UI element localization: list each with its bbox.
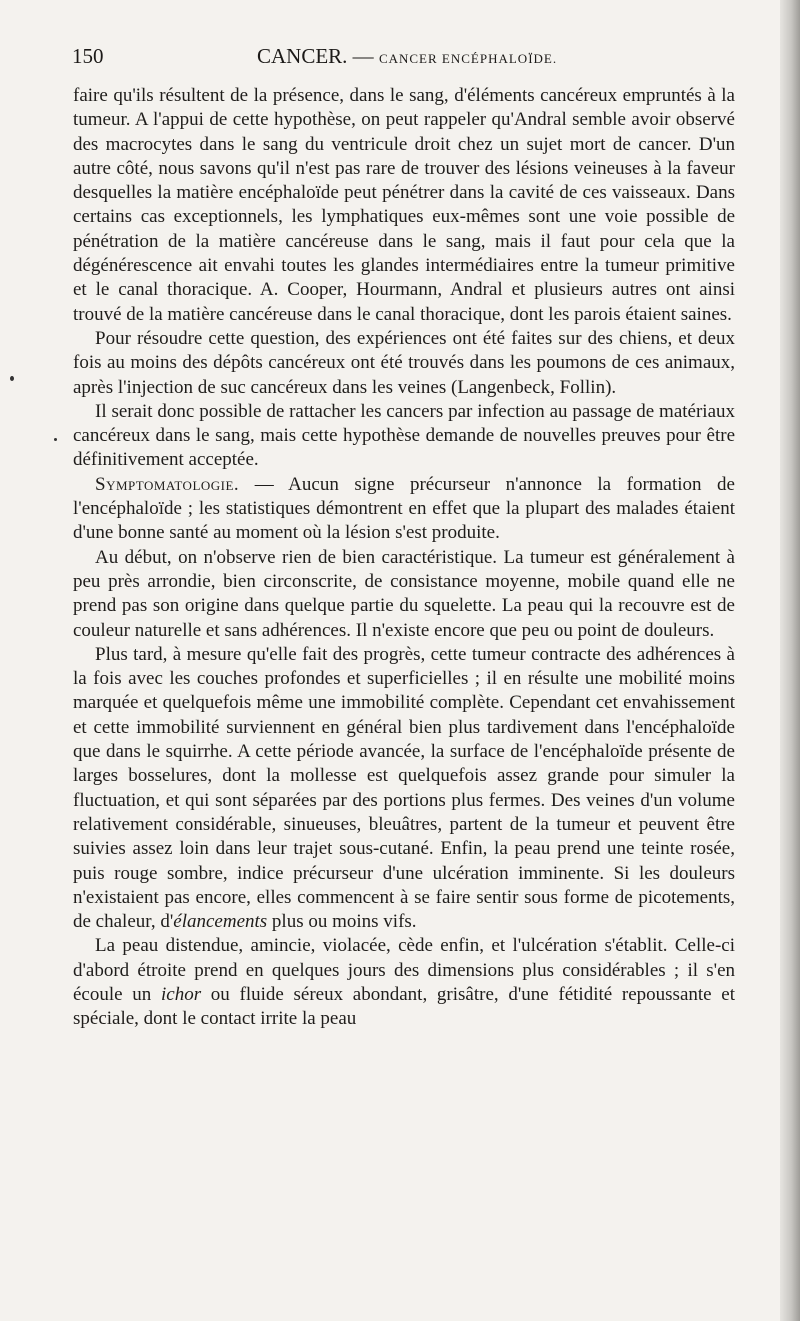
body-text xyxy=(73,84,735,1032)
section-heading: Symptomatologie. xyxy=(95,473,240,495)
running-title-main: CANCER. — xyxy=(257,44,374,68)
page-number: 150 xyxy=(72,44,104,68)
page-header xyxy=(72,44,740,74)
paragraph-3: Il serait donc possible de rattacher les cancers par infection au passage de matériaux cancéreux dans le sang, mais cette hypothèse demande de nouvelles preuves pour être définitivement acceptée. xyxy=(73,400,735,471)
italic-term: élancements xyxy=(173,911,268,933)
paragraph-5: Au début, on n'observe rien de bien caractéristique. La tumeur est généralement à peu près arrondie, bien circonscrite, de consistance moyenne, mobile quand elle ne prend pas son origine dans quelque partie du squelette. La peau qui la recouvre est de couleur naturelle et sans adhérences. Il n'existe encore que peu ou point de douleurs. xyxy=(73,546,735,641)
paragraph-1: faire qu'ils résultent de la présence, dans le sang, d'éléments cancéreux empruntés à la tumeur. A l'appui de cette hypothèse, on peut rappeler qu'Andral semble avoir observé des macrocytes dans le sang du ventricule droit chez un sujet mort de cancer. D'un autre côté, nous savons qu'il n'est pas rare de trouver des lésions veineuses à la faveur desquelles la matière encéphaloïde peut pénétrer dans la cavité de ces vaisseaux. Dans certains cas exceptionnels, les lymphatiques eux-mêmes sont une voie possible de pénétration de la matière cancéreuse dans le sang, mais il faut pour cela que la dégénérescence ait envahi toutes les glandes intermédiaires entre la tumeur primitive et le canal thoracique. A. Cooper, Hourmann, Andral et plusieurs autres ont ainsi trouvé de la matière cancéreuse dans le canal thoracique, dont les parois étaient saines. xyxy=(73,85,735,325)
paragraph-symptomatologie: Symptomatologie. — Aucun signe précurseur n'annonce la formation de l'encéphaloïde ; les statistiques démontrent en effet que la plupart des malades étaient d'une bonne santé au moment où la lésion s'est produite. xyxy=(73,473,735,544)
paragraph-7: La peau distendue, amincie, violacée, cède enfin, et l'ulcération s'établit. Celle-ci d'abord étroite prend en quelques jours des dimensions plus considérables ; il s'en écoule un ichor ou fluide séreux abondant, grisâtre, d'une fétidité repoussante et spéciale, dont le contact irrite la peau xyxy=(73,935,736,1030)
running-title-sub: CANCER ENCÉPHALOÏDE. xyxy=(378,51,558,66)
paragraph-6: Plus tard, à mesure qu'elle fait des progrès, cette tumeur contracte des adhérences à la fois avec les couches profondes et superficielles ; il en résulte une mobilité moins marquée et quelquefois même une immobilité complète. Cependant cet envahissement et cette immobilité surviennent en général bien plus tardivement dans l'encéphaloïde que dans le squirrhe. A cette période avancée, la surface de l'encéphaloïde présente de larges bosselures, dont la mollesse est quelquefois assez grande pour simuler la fluctuation, et qui sont séparées par des portions plus fermes. Des veines d'un volume relativement considérable, sinueuses, bleuâtres, partent de la tumeur et peuvent être suivies assez loin dans leur trajet sous-cutané. Enfin, la peau prend une teinte rosée, puis rouge sombre, indice précurseur d'une ulcération imminente. Si les douleurs n'existaient pas encore, elles commencent à se faire sentir sous forme de picotements, de chaleur, d'élancements plus ou moins vifs. xyxy=(73,643,735,933)
running-title xyxy=(257,44,557,69)
page-gutter-shadow xyxy=(780,0,800,1321)
italic-term: ichor xyxy=(160,983,202,1005)
ink-speck xyxy=(54,438,57,441)
paragraph-2: Pour résoudre cette question, des expériences ont été faites sur des chiens, et deux fois au moins des dépôts cancéreux ont été trouvés dans les poumons de ces animaux, après l'injection de suc cancéreux dans les veines (Langenbeck, Follin). xyxy=(73,327,735,398)
ink-speck xyxy=(10,376,14,381)
